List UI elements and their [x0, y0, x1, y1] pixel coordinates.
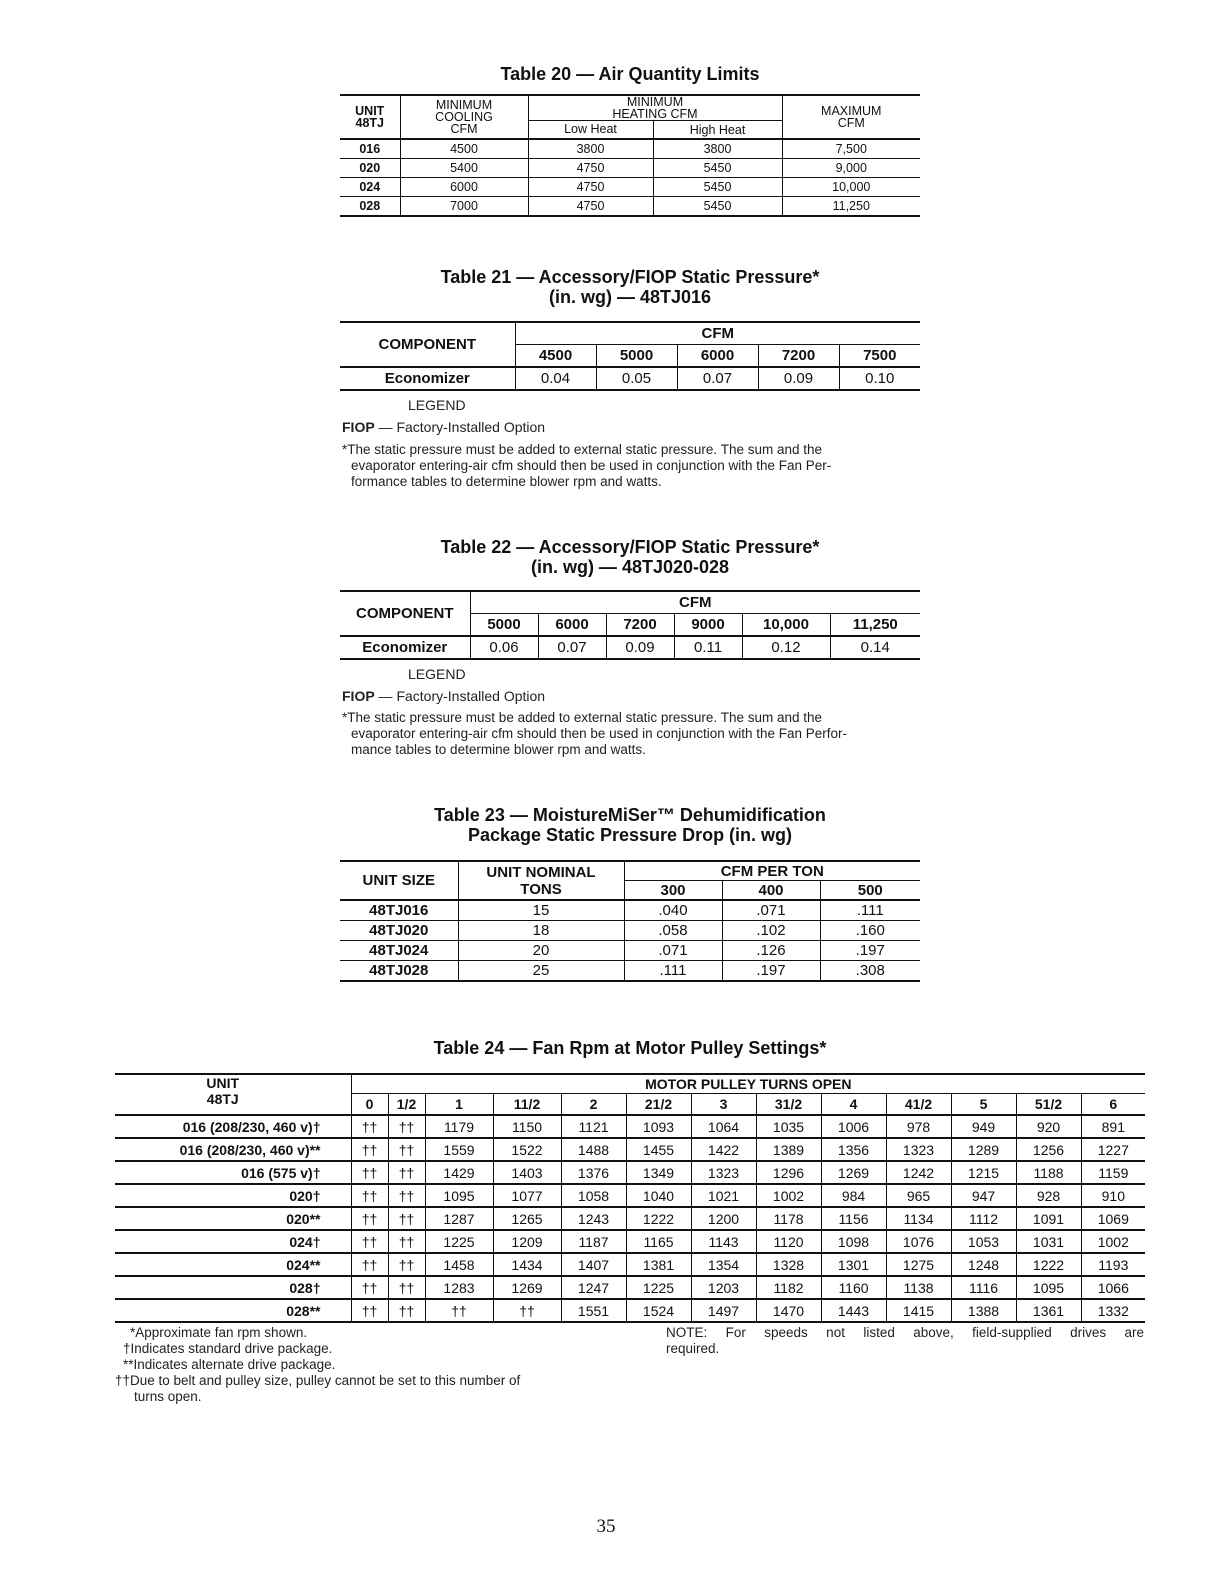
t23-cell: .308	[820, 961, 920, 982]
t22-cfm-value: 7200	[606, 614, 674, 637]
t21-cfm-value: 5000	[596, 345, 677, 368]
t20-high-heat-header: High Heat	[653, 121, 782, 140]
t22-cfm-value: 10,000	[742, 614, 830, 637]
t24-unit-cell: 016 (208/230, 460 v)**	[115, 1138, 351, 1161]
t20-cell: 020	[340, 159, 400, 178]
t22-row-label: Economizer	[340, 636, 470, 659]
t24-cell: 1095	[1016, 1276, 1081, 1299]
t23-cell: 18	[458, 921, 624, 941]
t24-unit-cell: 024**	[115, 1253, 351, 1276]
t24-cell: 1470	[756, 1299, 821, 1322]
t24-cell: 978	[886, 1115, 951, 1138]
t23-cell: 25	[458, 961, 624, 982]
t20-cell: 3800	[653, 139, 782, 159]
t24-cell: 1121	[561, 1115, 626, 1138]
t23-cfm-per-ton-header: CFM PER TON	[624, 861, 920, 881]
t24-cell: 1422	[691, 1138, 756, 1161]
t24-unit-cell: 024†	[115, 1230, 351, 1253]
t24-cell: ††	[351, 1207, 388, 1230]
t24-turn-header: 4	[821, 1094, 886, 1116]
t24-cell: 1269	[821, 1161, 886, 1184]
t24-cell: 1182	[756, 1276, 821, 1299]
t24-unit-cell: 020†	[115, 1184, 351, 1207]
t24-cell: 1407	[561, 1253, 626, 1276]
t24-footnote: *Approximate fan rpm shown.	[130, 1325, 308, 1340]
t24-cell: 1522	[493, 1138, 561, 1161]
t23-cell: 20	[458, 941, 624, 961]
t24-cell: 1354	[691, 1253, 756, 1276]
t21-cell: 0.07	[677, 367, 758, 390]
t23-cell: 15	[458, 900, 624, 921]
t24-cell: 1225	[425, 1230, 493, 1253]
t21-footnote	[342, 442, 922, 490]
table-row	[115, 1161, 1145, 1184]
t22-cfm-value: 6000	[538, 614, 606, 637]
t24-footnote: turns open.	[134, 1389, 202, 1404]
t20-min-heating-header: MINIMUM HEATING CFM	[528, 95, 782, 121]
t20-max-cfm-header: MAXIMUM CFM	[782, 95, 920, 139]
t24-cell: 1193	[1081, 1253, 1145, 1276]
t21-footnote-line: *The static pressure must be added to external static pressure. The sum and the	[342, 442, 823, 457]
t20-cell: 4500	[400, 139, 528, 159]
t20-cell: 5400	[400, 159, 528, 178]
t23-cell: 48TJ024	[340, 941, 458, 961]
t21-footnote-line: formance tables to determine blower rpm and watts.	[351, 474, 662, 489]
t24-unit-cell: 028**	[115, 1299, 351, 1322]
table21-title	[290, 267, 970, 307]
t24-cell: ††	[351, 1115, 388, 1138]
t22-cfm-header: CFM	[470, 591, 920, 614]
t24-cell: 1222	[1016, 1253, 1081, 1276]
t23-cell: .126	[722, 941, 820, 961]
t24-cell: 1091	[1016, 1207, 1081, 1230]
t24-cell: 1287	[425, 1207, 493, 1230]
t23-cell: .197	[722, 961, 820, 982]
t24-cell: 1323	[886, 1138, 951, 1161]
t20-cell: 5450	[653, 197, 782, 217]
table23	[340, 860, 920, 982]
t24-unit-cell: 028†	[115, 1276, 351, 1299]
t24-cell: 1296	[756, 1161, 821, 1184]
table21	[340, 321, 920, 391]
t20-unit-header: UNIT 48TJ	[340, 95, 400, 139]
table-row	[115, 1138, 1145, 1161]
t24-cell: 1112	[951, 1207, 1016, 1230]
t24-cell: ††	[425, 1299, 493, 1322]
t22-cfm-value: 9000	[674, 614, 742, 637]
t21-legend: LEGEND	[408, 397, 466, 413]
t24-cell: 1227	[1081, 1138, 1145, 1161]
t21-cfm-value: 4500	[515, 345, 596, 368]
t23-cell: .197	[820, 941, 920, 961]
t20-cell: 9,000	[782, 159, 920, 178]
t22-fiop-legend	[342, 688, 545, 704]
t24-cell: 1138	[886, 1276, 951, 1299]
t24-cell: ††	[388, 1138, 425, 1161]
t24-cell: 1381	[626, 1253, 691, 1276]
t24-cell: 1165	[626, 1230, 691, 1253]
t24-cell: 1134	[886, 1207, 951, 1230]
table-row	[340, 941, 920, 961]
t24-cell: 1289	[951, 1138, 1016, 1161]
page-number: 35	[596, 1516, 616, 1537]
t24-cell: 1361	[1016, 1299, 1081, 1322]
table22-title	[290, 537, 970, 577]
table-row	[340, 197, 920, 217]
table-row	[115, 1207, 1145, 1230]
t24-cell: 1006	[821, 1115, 886, 1138]
t22-cell: 0.07	[538, 636, 606, 659]
t24-cell: 1095	[425, 1184, 493, 1207]
t24-cell: 1349	[626, 1161, 691, 1184]
t24-cell: 1093	[626, 1115, 691, 1138]
t24-footnote: †Indicates standard drive package.	[123, 1341, 333, 1356]
t21-cell: 0.04	[515, 367, 596, 390]
t24-cell: 1178	[756, 1207, 821, 1230]
t24-cell: 1376	[561, 1161, 626, 1184]
t22-legend: LEGEND	[408, 666, 466, 682]
table-row	[115, 1230, 1145, 1253]
t21-fiop-abbr: FIOP	[342, 419, 375, 435]
t21-cell: 0.10	[865, 370, 895, 387]
t24-cell: 1559	[425, 1138, 493, 1161]
t24-unit-header: UNIT 48TJ	[115, 1074, 351, 1115]
t24-cell: 1356	[821, 1138, 886, 1161]
t23-nominal-header: UNIT NOMINAL TONS	[458, 861, 624, 900]
t22-cell: 0.12	[742, 636, 830, 659]
t23-cfm-value: 500	[820, 881, 920, 901]
t22-cfm-value: 11,250	[830, 614, 920, 637]
t24-cell: ††	[388, 1253, 425, 1276]
t24-turn-header: 11/2	[493, 1094, 561, 1116]
t24-cell: 1159	[1081, 1161, 1145, 1184]
t24-cell: 1328	[756, 1253, 821, 1276]
t24-turn-header: 51/2	[1016, 1094, 1081, 1116]
t20-cell: 5450	[653, 178, 782, 197]
t24-cell: ††	[351, 1230, 388, 1253]
t24-cell: ††	[493, 1299, 561, 1322]
t24-cell: ††	[351, 1253, 388, 1276]
t24-cell: 1247	[561, 1276, 626, 1299]
table-row	[340, 159, 920, 178]
t23-cell: .040	[624, 900, 722, 921]
t20-cell: 4750	[528, 178, 653, 197]
t22-footnote-line: mance tables to determine blower rpm and watts.	[351, 742, 646, 757]
t24-cell: 1053	[951, 1230, 1016, 1253]
t21-fiop-legend	[342, 419, 545, 435]
table-row	[115, 1299, 1145, 1322]
t24-cell: 1403	[493, 1161, 561, 1184]
t21-fiop-def: — Factory-Installed Option	[374, 419, 546, 435]
table23-title	[290, 805, 970, 845]
t24-cell: 1040	[626, 1184, 691, 1207]
t24-cell: ††	[351, 1161, 388, 1184]
t24-cell: 1497	[691, 1299, 756, 1322]
t22-cfm-value: 5000	[470, 614, 538, 637]
table23-title-line2: Package Static Pressure Drop (in. wg)	[467, 825, 793, 845]
t24-cell: 1242	[886, 1161, 951, 1184]
t24-cell: 1160	[821, 1276, 886, 1299]
table-row	[340, 900, 920, 921]
t24-cell: ††	[351, 1299, 388, 1322]
t24-cell: 1415	[886, 1299, 951, 1322]
t24-cell: ††	[351, 1276, 388, 1299]
table24	[115, 1073, 1145, 1323]
t24-cell: 1323	[691, 1161, 756, 1184]
t20-cell: 4750	[528, 159, 653, 178]
table22	[340, 590, 920, 660]
t21-cfm-header: CFM	[515, 322, 920, 345]
t24-cell: ††	[351, 1184, 388, 1207]
t22-footnote	[342, 710, 932, 758]
t24-cell: 1283	[425, 1276, 493, 1299]
t24-turn-header: 6	[1081, 1094, 1145, 1116]
t24-turn-header: 3	[691, 1094, 756, 1116]
t24-cell: 1443	[821, 1299, 886, 1322]
t24-cell: ††	[388, 1207, 425, 1230]
table22-title-line1: Table 22 — Accessory/FIOP Static Pressure*	[440, 537, 820, 557]
table21-title-line2: (in. wg) — 48TJ016	[548, 287, 712, 307]
t20-cell: 10,000	[782, 178, 920, 197]
t24-cell: 1388	[951, 1299, 1016, 1322]
t24-note-line: NOTE: For speeds not listed above, field-supplied drives are	[666, 1325, 1144, 1340]
t20-cell: 4750	[528, 197, 653, 217]
t24-cell: ††	[388, 1115, 425, 1138]
t24-cell: ††	[388, 1276, 425, 1299]
t22-footnote-line: *The static pressure must be added to external static pressure. The sum and the	[342, 710, 823, 725]
t21-cfm-value: 7500	[839, 345, 920, 368]
t22-cell: 0.14	[860, 639, 890, 656]
t24-turn-header: 21/2	[626, 1094, 691, 1116]
t24-cell: 1551	[561, 1299, 626, 1322]
t24-cell: 1116	[951, 1276, 1016, 1299]
t24-cell: 1064	[691, 1115, 756, 1138]
t24-cell: 1248	[951, 1253, 1016, 1276]
t23-cell: .102	[722, 921, 820, 941]
t23-cell: 48TJ016	[340, 900, 458, 921]
t22-cell: 0.09	[606, 636, 674, 659]
t24-cell: 1524	[626, 1299, 691, 1322]
t24-turn-header: 2	[561, 1094, 626, 1116]
t24-cell: 1243	[561, 1207, 626, 1230]
t24-cell: 1455	[626, 1138, 691, 1161]
t24-cell: 1434	[493, 1253, 561, 1276]
t24-cell: 1389	[756, 1138, 821, 1161]
table-row	[340, 178, 920, 197]
t24-cell: 910	[1081, 1184, 1145, 1207]
t24-cell: 1069	[1081, 1207, 1145, 1230]
t24-cell: 1120	[756, 1230, 821, 1253]
t24-cell: 1077	[493, 1184, 561, 1207]
t20-cell: 6000	[400, 178, 528, 197]
t23-cfm-value: 300	[624, 881, 722, 901]
t24-cell: 1215	[951, 1161, 1016, 1184]
t24-cell: 1269	[493, 1276, 561, 1299]
t24-cell: 1143	[691, 1230, 756, 1253]
t24-cell: 1429	[425, 1161, 493, 1184]
table-row	[115, 1115, 1145, 1138]
t24-cell: ††	[388, 1184, 425, 1207]
t24-cell: 1179	[425, 1115, 493, 1138]
t24-cell: 1035	[756, 1115, 821, 1138]
t24-turn-header: 1/2	[388, 1094, 425, 1116]
t24-cell: 1021	[691, 1184, 756, 1207]
table-row	[340, 921, 920, 941]
t24-cell: 1256	[1016, 1138, 1081, 1161]
t24-cell: ††	[388, 1230, 425, 1253]
table20-title: Table 20 — Air Quantity Limits	[500, 64, 760, 84]
t24-turn-header: 0	[351, 1094, 388, 1116]
t24-cell: 920	[1016, 1115, 1081, 1138]
t20-cell: 7,500	[782, 139, 920, 159]
t24-turn-header: 31/2	[756, 1094, 821, 1116]
t20-cell: 7000	[400, 197, 528, 217]
t20-cell: 028	[340, 197, 400, 217]
t24-cell: 1098	[821, 1230, 886, 1253]
t22-footnote-line: evaporator entering-air cfm should then be used in conjunction with the Fan Perfor-	[351, 726, 848, 741]
table-row	[340, 139, 920, 159]
t24-cell: ††	[388, 1161, 425, 1184]
t20-low-heat-header: Low Heat	[528, 121, 653, 140]
t24-cell: ††	[388, 1299, 425, 1322]
t24-turn-header: 5	[951, 1094, 1016, 1116]
table20	[340, 94, 920, 217]
t24-cell: 928	[1016, 1184, 1081, 1207]
t24-footnotes	[115, 1325, 635, 1405]
t24-cell: 1002	[1081, 1230, 1145, 1253]
t23-unit-size-header: UNIT SIZE	[340, 861, 458, 900]
t24-cell: 984	[821, 1184, 886, 1207]
t24-cell: 947	[951, 1184, 1016, 1207]
t23-cell: .058	[624, 921, 722, 941]
t24-cell: 1076	[886, 1230, 951, 1253]
t21-cfm-value: 7200	[758, 345, 839, 368]
t24-cell: 1200	[691, 1207, 756, 1230]
t21-row-label: Economizer	[340, 367, 515, 390]
t24-cell: 1187	[561, 1230, 626, 1253]
t24-note	[666, 1325, 1144, 1341]
table-row	[340, 636, 920, 659]
t22-component-header: COMPONENT	[340, 591, 470, 636]
t24-cell: 949	[951, 1115, 1016, 1138]
t24-footnote: **Indicates alternate drive package.	[123, 1357, 336, 1372]
t24-unit-cell: 016 (575 v)†	[115, 1161, 351, 1184]
t24-footnote: ††Due to belt and pulley size, pulley cannot be set to this number of	[115, 1373, 521, 1388]
t24-cell: 965	[886, 1184, 951, 1207]
t24-cell: 1066	[1081, 1276, 1145, 1299]
t20-cell: 5450	[653, 159, 782, 178]
t24-unit-cell: 016 (208/230, 460 v)†	[115, 1115, 351, 1138]
t23-cfm-value: 400	[722, 881, 820, 901]
table24-title: Table 24 — Fan Rpm at Motor Pulley Settings*	[433, 1038, 827, 1058]
t23-cell: .111	[624, 961, 722, 982]
table-row	[115, 1184, 1145, 1207]
t20-cell: 3800	[528, 139, 653, 159]
t22-cell: 0.11	[674, 636, 742, 659]
t24-cell: 1222	[626, 1207, 691, 1230]
t22-fiop-abbr: FIOP	[342, 688, 375, 704]
t21-component-header: COMPONENT	[340, 322, 515, 367]
t24-cell: 1188	[1016, 1161, 1081, 1184]
t21-cfm-value: 6000	[677, 345, 758, 368]
t24-cell: 1265	[493, 1207, 561, 1230]
t23-cell: .071	[722, 900, 820, 921]
t20-min-cooling-header: MINIMUM COOLING CFM	[400, 95, 528, 139]
t22-cell: 0.06	[470, 636, 538, 659]
t20-cell: 11,250	[782, 197, 920, 217]
t23-cell: .071	[624, 941, 722, 961]
table-row	[340, 367, 920, 390]
table22-title-line2: (in. wg) — 48TJ020-028	[530, 557, 730, 577]
t23-cell: .160	[820, 921, 920, 941]
t24-cell: 1002	[756, 1184, 821, 1207]
table23-title-line1: Table 23 — MoistureMiSer™ Dehumidification	[434, 805, 826, 825]
t24-cell: 1031	[1016, 1230, 1081, 1253]
t21-footnote-line: evaporator entering-air cfm should then be used in conjunction with the Fan Per-	[351, 458, 832, 473]
t23-cell: .111	[820, 900, 920, 921]
t24-cell: 1209	[493, 1230, 561, 1253]
table21-title-line1: Table 21 — Accessory/FIOP Static Pressure*	[440, 267, 820, 287]
t21-cell: 0.09	[758, 367, 839, 390]
t24-cell: 1275	[886, 1253, 951, 1276]
t24-cell: 1225	[626, 1276, 691, 1299]
t24-cell: 1203	[691, 1276, 756, 1299]
t24-turns-header: MOTOR PULLEY TURNS OPEN	[351, 1074, 1145, 1094]
t21-cell: 0.05	[596, 367, 677, 390]
table-row	[340, 961, 920, 982]
t24-turn-header: 41/2	[886, 1094, 951, 1116]
t24-cell: 1301	[821, 1253, 886, 1276]
t24-cell: 1332	[1081, 1299, 1145, 1322]
t24-cell: 1156	[821, 1207, 886, 1230]
t23-cell: 48TJ028	[340, 961, 458, 982]
table-row	[115, 1253, 1145, 1276]
t24-cell: 1150	[493, 1115, 561, 1138]
t24-cell: 1058	[561, 1184, 626, 1207]
t24-unit-cell: 020**	[115, 1207, 351, 1230]
t24-cell: 1458	[425, 1253, 493, 1276]
t24-cell: ††	[351, 1138, 388, 1161]
t23-cell: 48TJ020	[340, 921, 458, 941]
t24-turn-header: 1	[425, 1094, 493, 1116]
t20-cell: 024	[340, 178, 400, 197]
t20-cell: 016	[340, 139, 400, 159]
t24-cell: 1488	[561, 1138, 626, 1161]
table-row	[115, 1276, 1145, 1299]
t24-note-line2: required.	[666, 1341, 720, 1356]
t22-fiop-def: — Factory-Installed Option	[374, 688, 546, 704]
t24-cell: 891	[1081, 1115, 1145, 1138]
